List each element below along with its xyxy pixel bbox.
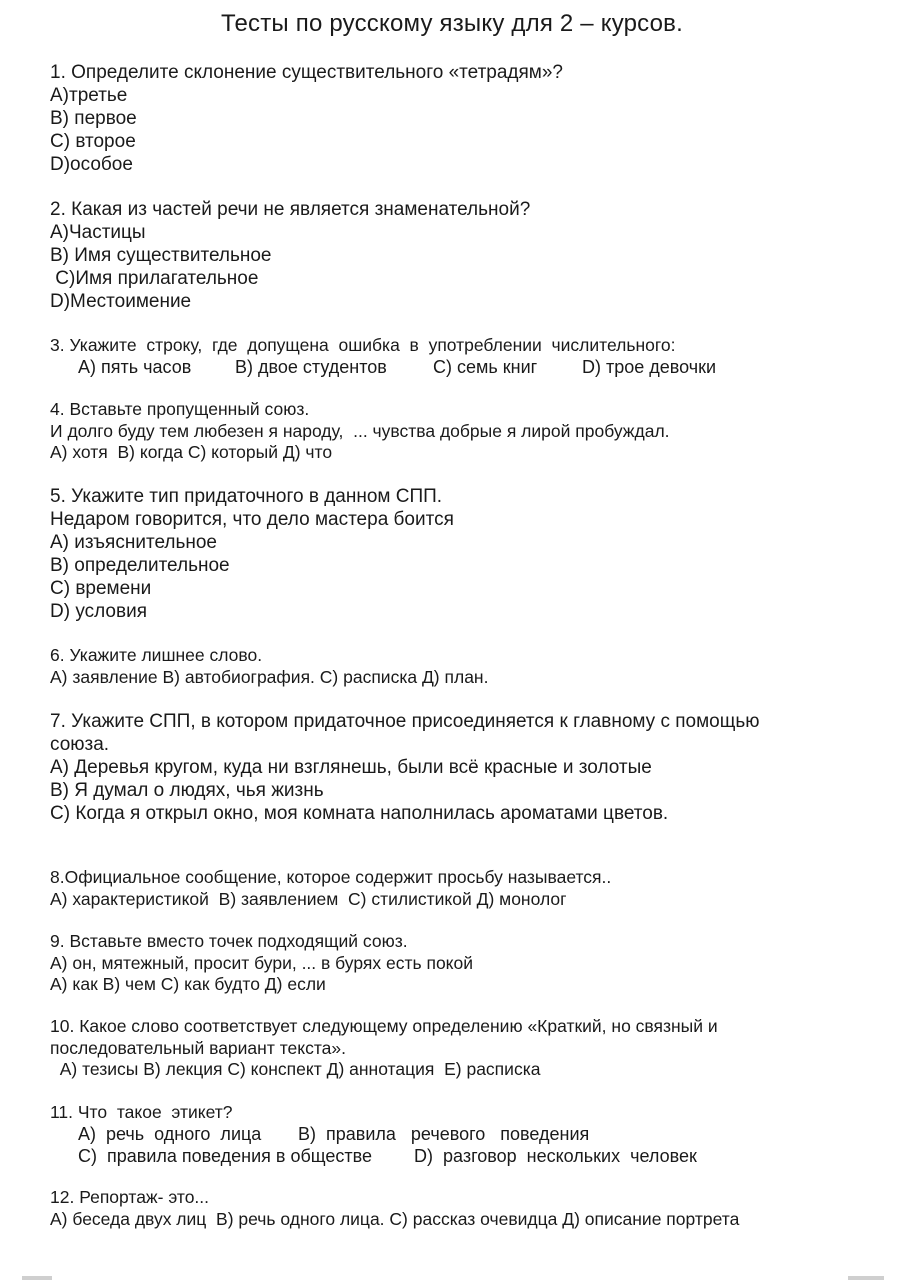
question-5-option-b: В) определительное: [50, 555, 230, 576]
question-5-text: 5. Укажите тип придаточного в данном СПП.: [50, 486, 443, 507]
question-5-sentence: Недаром говорится, что дело мастера боится: [50, 509, 454, 530]
page-edge-mark-right: [848, 1276, 884, 1280]
question-7-option-c: С) Когда я открыл окно, моя комната наполнилась ароматами цветов.: [50, 803, 669, 824]
question-11-text: 11. Что такое этикет?: [50, 1102, 233, 1122]
question-1-text: 1. Определите склонение существительного «тетрадям»?: [50, 62, 563, 83]
question-11-option-b: В) правила речевого поведения: [298, 1124, 590, 1144]
question-1-option-d: D)особое: [50, 154, 133, 175]
question-2-option-d: D)Местоимение: [50, 291, 192, 312]
question-3-option-a: А) пять часов: [78, 357, 192, 377]
question-4-options: А) хотя В) когда С) который Д) что: [50, 442, 333, 462]
question-7-option-b: В) Я думал о людях, чья жизнь: [50, 780, 324, 801]
page-edge-mark-left: [22, 1276, 52, 1280]
question-5-option-c: С) времени: [50, 578, 152, 599]
question-3-option-c: С) семь книг: [433, 357, 538, 377]
question-2-option-b: В) Имя существительное: [50, 245, 272, 266]
page-title: Тесты по русскому языку для 2 – курсов.: [220, 10, 684, 37]
question-3-text: 3. Укажите строку, где допущена ошибка в употреблении числительного:: [50, 335, 676, 355]
question-10-options: А) тезисы В) лекция С) конспект Д) аннотация Е) расписка: [50, 1059, 541, 1079]
question-7-text-line-1: 7. Укажите СПП, в котором придаточное присоединяется к главному с помощью: [50, 711, 760, 732]
question-7-text-line-2: союза.: [50, 734, 110, 755]
question-2-option-a: А)Частицы: [50, 222, 146, 243]
question-11-option-c: С) правила поведения в обществе: [78, 1146, 373, 1166]
question-8-text: 8.Официальное сообщение, которое содержит просьбу называется..: [50, 867, 612, 887]
question-3-option-d: D) трое девочки: [582, 357, 717, 377]
question-11-option-a: А) речь одного лица: [78, 1124, 262, 1144]
question-11-options-row-1: [78, 1125, 758, 1145]
question-2-text: 2. Какая из частей речи не является знаменательной?: [50, 199, 531, 220]
question-1-option-a: А)третье: [50, 85, 128, 106]
question-3-options: [78, 358, 758, 378]
question-12-options: А) беседа двух лиц В) речь одного лица. С) рассказ очевидца Д) описание портрета: [50, 1209, 740, 1229]
question-3-option-b: В) двое студентов: [235, 357, 387, 377]
question-5-option-a: А) изъяснительное: [50, 532, 217, 553]
question-10-text-line-1: 10. Какое слово соответствует следующему определению «Краткий, но связный и: [50, 1016, 718, 1036]
question-9-sentence: А) он, мятежный, просит бури, ... в бурях есть покой: [50, 953, 474, 973]
question-4-text: 4. Вставьте пропущенный союз.: [50, 399, 310, 419]
question-6-options: А) заявление В) автобиография. С) расписка Д) план.: [50, 667, 489, 687]
question-5-option-d: D) условия: [50, 601, 147, 622]
question-11-options-row-2: [78, 1147, 758, 1167]
question-1-option-c: С) второе: [50, 131, 136, 152]
question-7-option-a: А) Деревья кругом, куда ни взглянешь, были всё красные и золотые: [50, 757, 652, 778]
question-8-options: А) характеристикой В) заявлением С) стилистикой Д) монолог: [50, 889, 567, 909]
question-9-options: А) как В) чем С) как будто Д) если: [50, 974, 326, 994]
question-10-text-line-2: последовательный вариант текста».: [50, 1038, 347, 1058]
question-2-option-c: С)Имя прилагательное: [50, 268, 259, 289]
question-11-option-d: D) разговор нескольких человек: [414, 1146, 697, 1166]
question-9-text: 9. Вставьте вместо точек подходящий союз.: [50, 931, 408, 951]
question-1-option-b: В) первое: [50, 108, 137, 129]
question-6-text: 6. Укажите лишнее слово.: [50, 645, 263, 665]
question-4-sentence: И долго буду тем любезен я народу, ... чувства добрые я лирой пробуждал.: [50, 421, 670, 441]
question-12-text: 12. Репортаж- это...: [50, 1187, 210, 1207]
